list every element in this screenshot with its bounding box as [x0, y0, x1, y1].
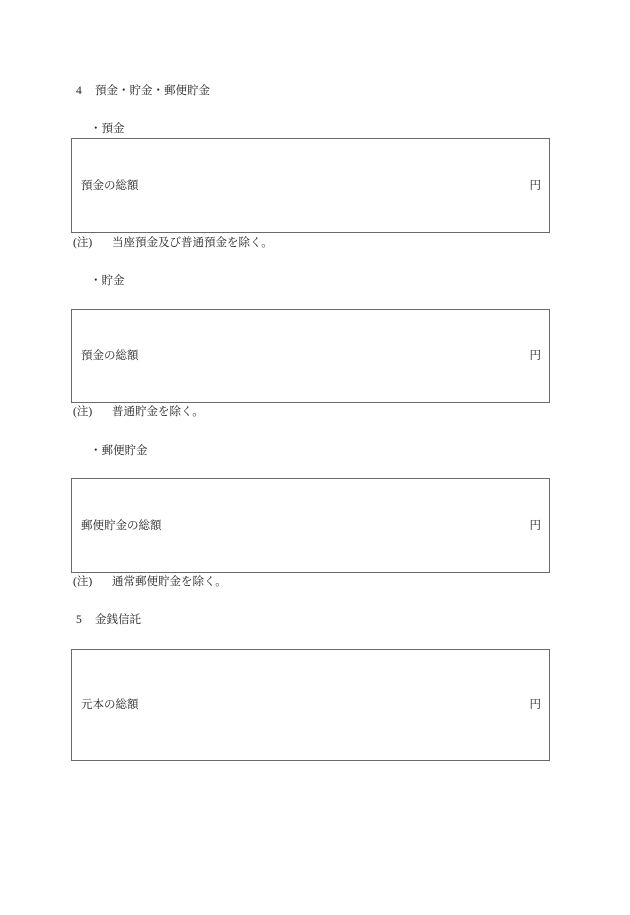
section-4-title: 預金・貯金・郵便貯金 [95, 85, 210, 97]
note-mark: (注) [73, 237, 93, 249]
subheading-savings: ・貯金 [90, 275, 125, 287]
unit-label: 円 [529, 179, 541, 192]
unit-label: 円 [529, 519, 541, 532]
subheading-postal-savings: ・郵便貯金 [90, 445, 148, 457]
subheading-deposit: ・預金 [90, 123, 125, 135]
amount-label: 郵便貯金の総額 [81, 519, 162, 532]
note-mark: (注) [73, 576, 93, 588]
amount-label: 預金の総額 [81, 179, 139, 192]
section-4-number: 4 [76, 85, 82, 97]
amount-box-deposit [71, 138, 550, 233]
section-5-number: 5 [76, 614, 82, 626]
note-text: 普通貯金を除く。 [112, 406, 204, 418]
amount-label: 預金の総額 [81, 350, 139, 362]
note-text: 当座預金及び普通預金を除く。 [112, 237, 273, 249]
unit-label: 円 [529, 350, 541, 362]
amount-box-postal-savings [71, 478, 550, 573]
amount-label: 元本の総額 [81, 699, 139, 711]
amount-box-savings [71, 309, 550, 403]
note-text: 通常郵便貯金を除く。 [112, 576, 227, 588]
unit-label: 円 [529, 699, 541, 711]
note-mark: (注) [73, 406, 93, 418]
amount-box-money-trust [71, 649, 550, 761]
section-5-title: 金銭信託 [95, 614, 141, 626]
